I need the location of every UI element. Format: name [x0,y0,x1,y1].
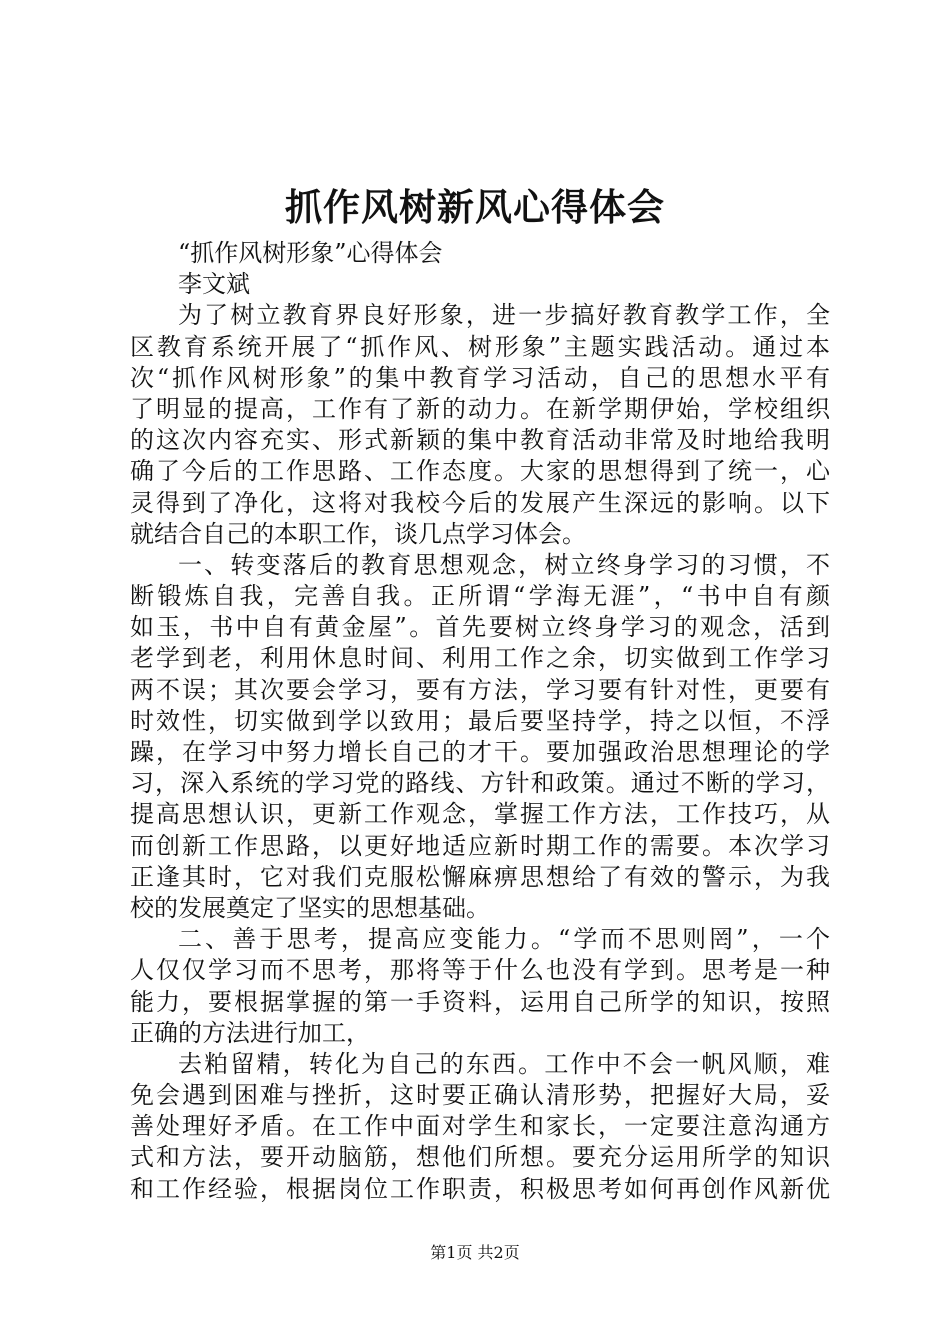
paragraph-line: 去粕留精，转化为自己的东西。工作中不会一帆风顺，难 [178,1049,830,1078]
paragraph-line: 善处理好矛盾。在工作中面对学生和家长，一定要注意沟通方 [130,1112,830,1141]
paragraph-line: 二、善于思考，提高应变能力。“学而不思则罔”，一个 [178,925,830,954]
paragraph-line: 式和方法，要开动脑筋，想他们所想。要充分运用所学的知识 [130,1143,830,1172]
paragraph-line: 人仅仅学习而不思考，那将等于什么也没有学到。思考是一种 [130,956,830,985]
paragraph-line: 灵得到了净化，这将对我校今后的发展产生深远的影响。以下 [130,488,830,517]
paragraph-line: 区教育系统开展了“抓作风、树形象”主题实践活动。通过本 [130,332,830,361]
paragraph-line: 躁，在学习中努力增长自己的才干。要加强政治思想理论的学 [130,738,830,766]
document-title: 抓作风树新风心得体会 [285,186,665,229]
paragraph-line: 而创新工作思路，以更好地适应新时期工作的需要。本次学习 [130,831,830,860]
subtitle-line: “抓作风树形象”心得体会 [178,239,443,267]
paragraph-line: 正逢其时，它对我们克服松懈麻痹思想给了有效的警示，为我 [130,862,830,891]
paragraph-line: 次“抓作风树形象”的集中教育学习活动，自己的思想水平有 [130,363,830,392]
paragraph-line: 时效性，切实做到学以致用；最后要坚持学，持之以恒，不浮 [130,706,830,735]
paragraph-line: 能力，要根据掌握的第一手资料，运用自己所学的知识，按照 [130,987,830,1016]
paragraph-line: 免会遇到困难与挫折，这时要正确认清形势，把握好大局，妥 [130,1081,830,1110]
page-number: 第1页 共2页 [430,1243,520,1262]
paragraph-line: 为了树立教育界良好形象，进一步搞好教育教学工作，全 [178,301,830,330]
paragraph-line: 一、转变落后的教育思想观念，树立终身学习的习惯，不 [178,550,830,579]
paragraph-line: 确了今后的工作思路、工作态度。大家的思想得到了统一，心 [130,457,830,486]
paragraph-line: 习，深入系统的学习党的路线、方针和政策。通过不断的学习， [130,769,830,798]
paragraph-line: 就结合自己的本职工作，谈几点学习体会。 [130,519,586,548]
paragraph-line: 老学到老，利用休息时间、利用工作之余，切实做到工作学习 [130,644,830,673]
document-body [130,238,830,1205]
author-line: 李文斌 [178,270,250,299]
paragraph-line: 校的发展奠定了坚实的思想基础。 [130,893,490,922]
paragraph-line: 提高思想认识，更新工作观念，掌握工作方法，工作技巧，从 [130,800,830,829]
paragraph-line: 正确的方法进行加工， [130,1018,370,1047]
paragraph-line: 两不误；其次要会学习，要有方法，学习要有针对性，更要有 [130,675,830,704]
paragraph-line: 的这次内容充实、形式新颖的集中教育活动非常及时地给我明 [130,426,830,455]
paragraph-line: 如玉，书中自有黄金屋”。首先要树立终身学习的观念，活到 [130,613,830,642]
paragraph-line: 断锻炼自我，完善自我。正所谓“学海无涯”，“书中自有颜 [130,582,830,611]
paragraph-line: 了明显的提高，工作有了新的动力。在新学期伊始，学校组织 [130,394,830,423]
paragraph-line: 和工作经验，根据岗位工作职责，积极思考如何再创作风新优 [130,1174,830,1203]
